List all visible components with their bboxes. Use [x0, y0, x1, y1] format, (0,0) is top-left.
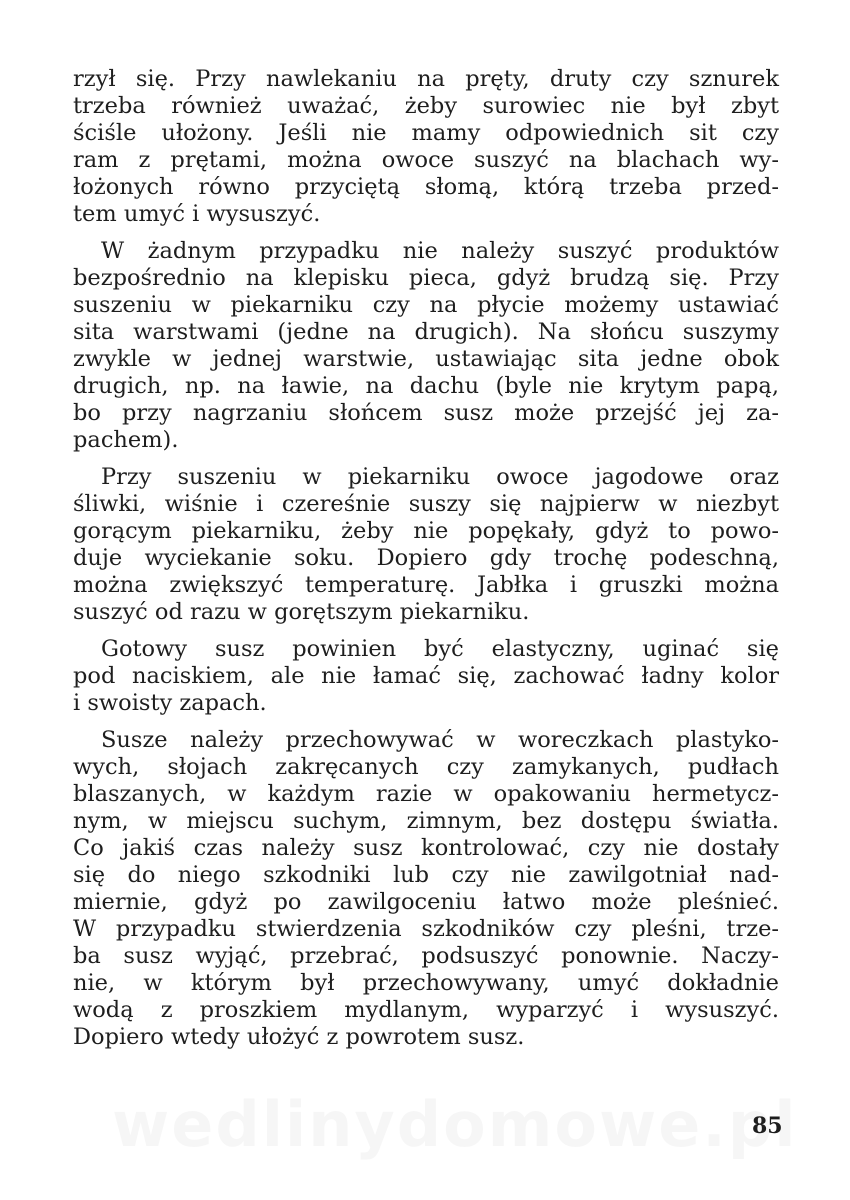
text-line: Gotowy susz powinien być elastyczny, uginać się: [101, 636, 779, 662]
text-line: Dopiero wtedy ułożyć z powrotem susz.: [73, 1024, 525, 1050]
text-line: bo przy nagrzaniu słońcem susz może przejść jej za-: [73, 400, 779, 426]
paragraph: [73, 464, 779, 626]
text-line: suszyć od razu w gorętszym piekarniku.: [73, 599, 530, 625]
text-line: W przypadku stwierdzenia szkodników czy pleśni, trze-: [73, 916, 779, 942]
paragraph: [73, 636, 779, 717]
text-line: nie, w którym był przechowywany, umyć dokładnie: [73, 970, 779, 996]
text-line: łożonych równo przyciętą słomą, którą trzeba przed-: [73, 174, 779, 200]
text-line: Co jakiś czas należy susz kontrolować, czy nie dostały: [73, 835, 779, 861]
text-line: zwykle w jednej warstwie, ustawiając sita jedne obok: [73, 346, 779, 372]
text-line: się do niego szkodniki lub czy nie zawilgotniał nad-: [73, 862, 779, 888]
text-line: nym, w miejscu suchym, zimnym, bez dostępu światła.: [73, 808, 779, 834]
watermark: [112, 1088, 797, 1161]
paragraph: [73, 727, 779, 1051]
text-line: trzeba również uważać, żeby surowiec nie był zbyt: [73, 93, 779, 119]
paragraph: [73, 66, 779, 228]
text-line: pod naciskiem, ale nie łamać się, zachować ładny kolor: [73, 663, 779, 689]
text-line: pachem).: [73, 427, 179, 453]
text-line: ściśle ułożony. Jeśli nie mamy odpowiednich sit czy: [73, 120, 779, 146]
text-line: gorącym piekarniku, żeby nie popękały, gdyż to powo-: [73, 518, 779, 544]
text-line: śliwki, wiśnie i czereśnie suszy się najpierw w niezbyt: [73, 491, 779, 517]
text-line: ram z prętami, można owoce suszyć na blachach wy-: [73, 147, 779, 173]
text-line: drugich, np. na ławie, na dachu (byle nie krytym papą,: [73, 373, 779, 399]
text-line: sita warstwami (jedne na drugich). Na słońcu suszymy: [73, 319, 779, 345]
text-line: bezpośrednio na klepisku pieca, gdyż brudzą się. Przy: [73, 265, 779, 291]
text-line: tem umyć i wysuszyć.: [73, 201, 321, 227]
text-line: suszeniu w piekarniku czy na płycie możemy ustawiać: [73, 292, 779, 318]
body-text: [73, 66, 779, 1061]
text-line: rzył się. Przy nawlekaniu na pręty, druty czy sznurek: [73, 66, 779, 92]
text-line: blaszanych, w każdym razie w opakowaniu hermetycz-: [73, 781, 779, 807]
text-line: ba susz wyjąć, przebrać, podsuszyć ponownie. Naczy-: [73, 943, 779, 969]
text-line: W żadnym przypadku nie należy suszyć produktów: [101, 238, 779, 264]
text-line: można zwiększyć temperaturę. Jabłka i gruszki można: [73, 572, 779, 598]
text-line: i swoisty zapach.: [73, 690, 267, 716]
text-line: Susze należy przechowywać w woreczkach plastyko-: [101, 727, 779, 753]
page-number: 85: [752, 1113, 783, 1139]
text-line: wych, słojach zakręcanych czy zamykanych, pudłach: [73, 754, 779, 780]
text-line: Przy suszeniu w piekarniku owoce jagodowe oraz: [101, 464, 779, 490]
text-line: wodą z proszkiem mydlanym, wyparzyć i wysuszyć.: [73, 997, 779, 1023]
text-line: miernie, gdyż po zawilgoceniu łatwo może pleśnieć.: [73, 889, 779, 915]
paragraph: [73, 238, 779, 454]
text-line: duje wyciekanie soku. Dopiero gdy trochę podeschną,: [73, 545, 779, 571]
